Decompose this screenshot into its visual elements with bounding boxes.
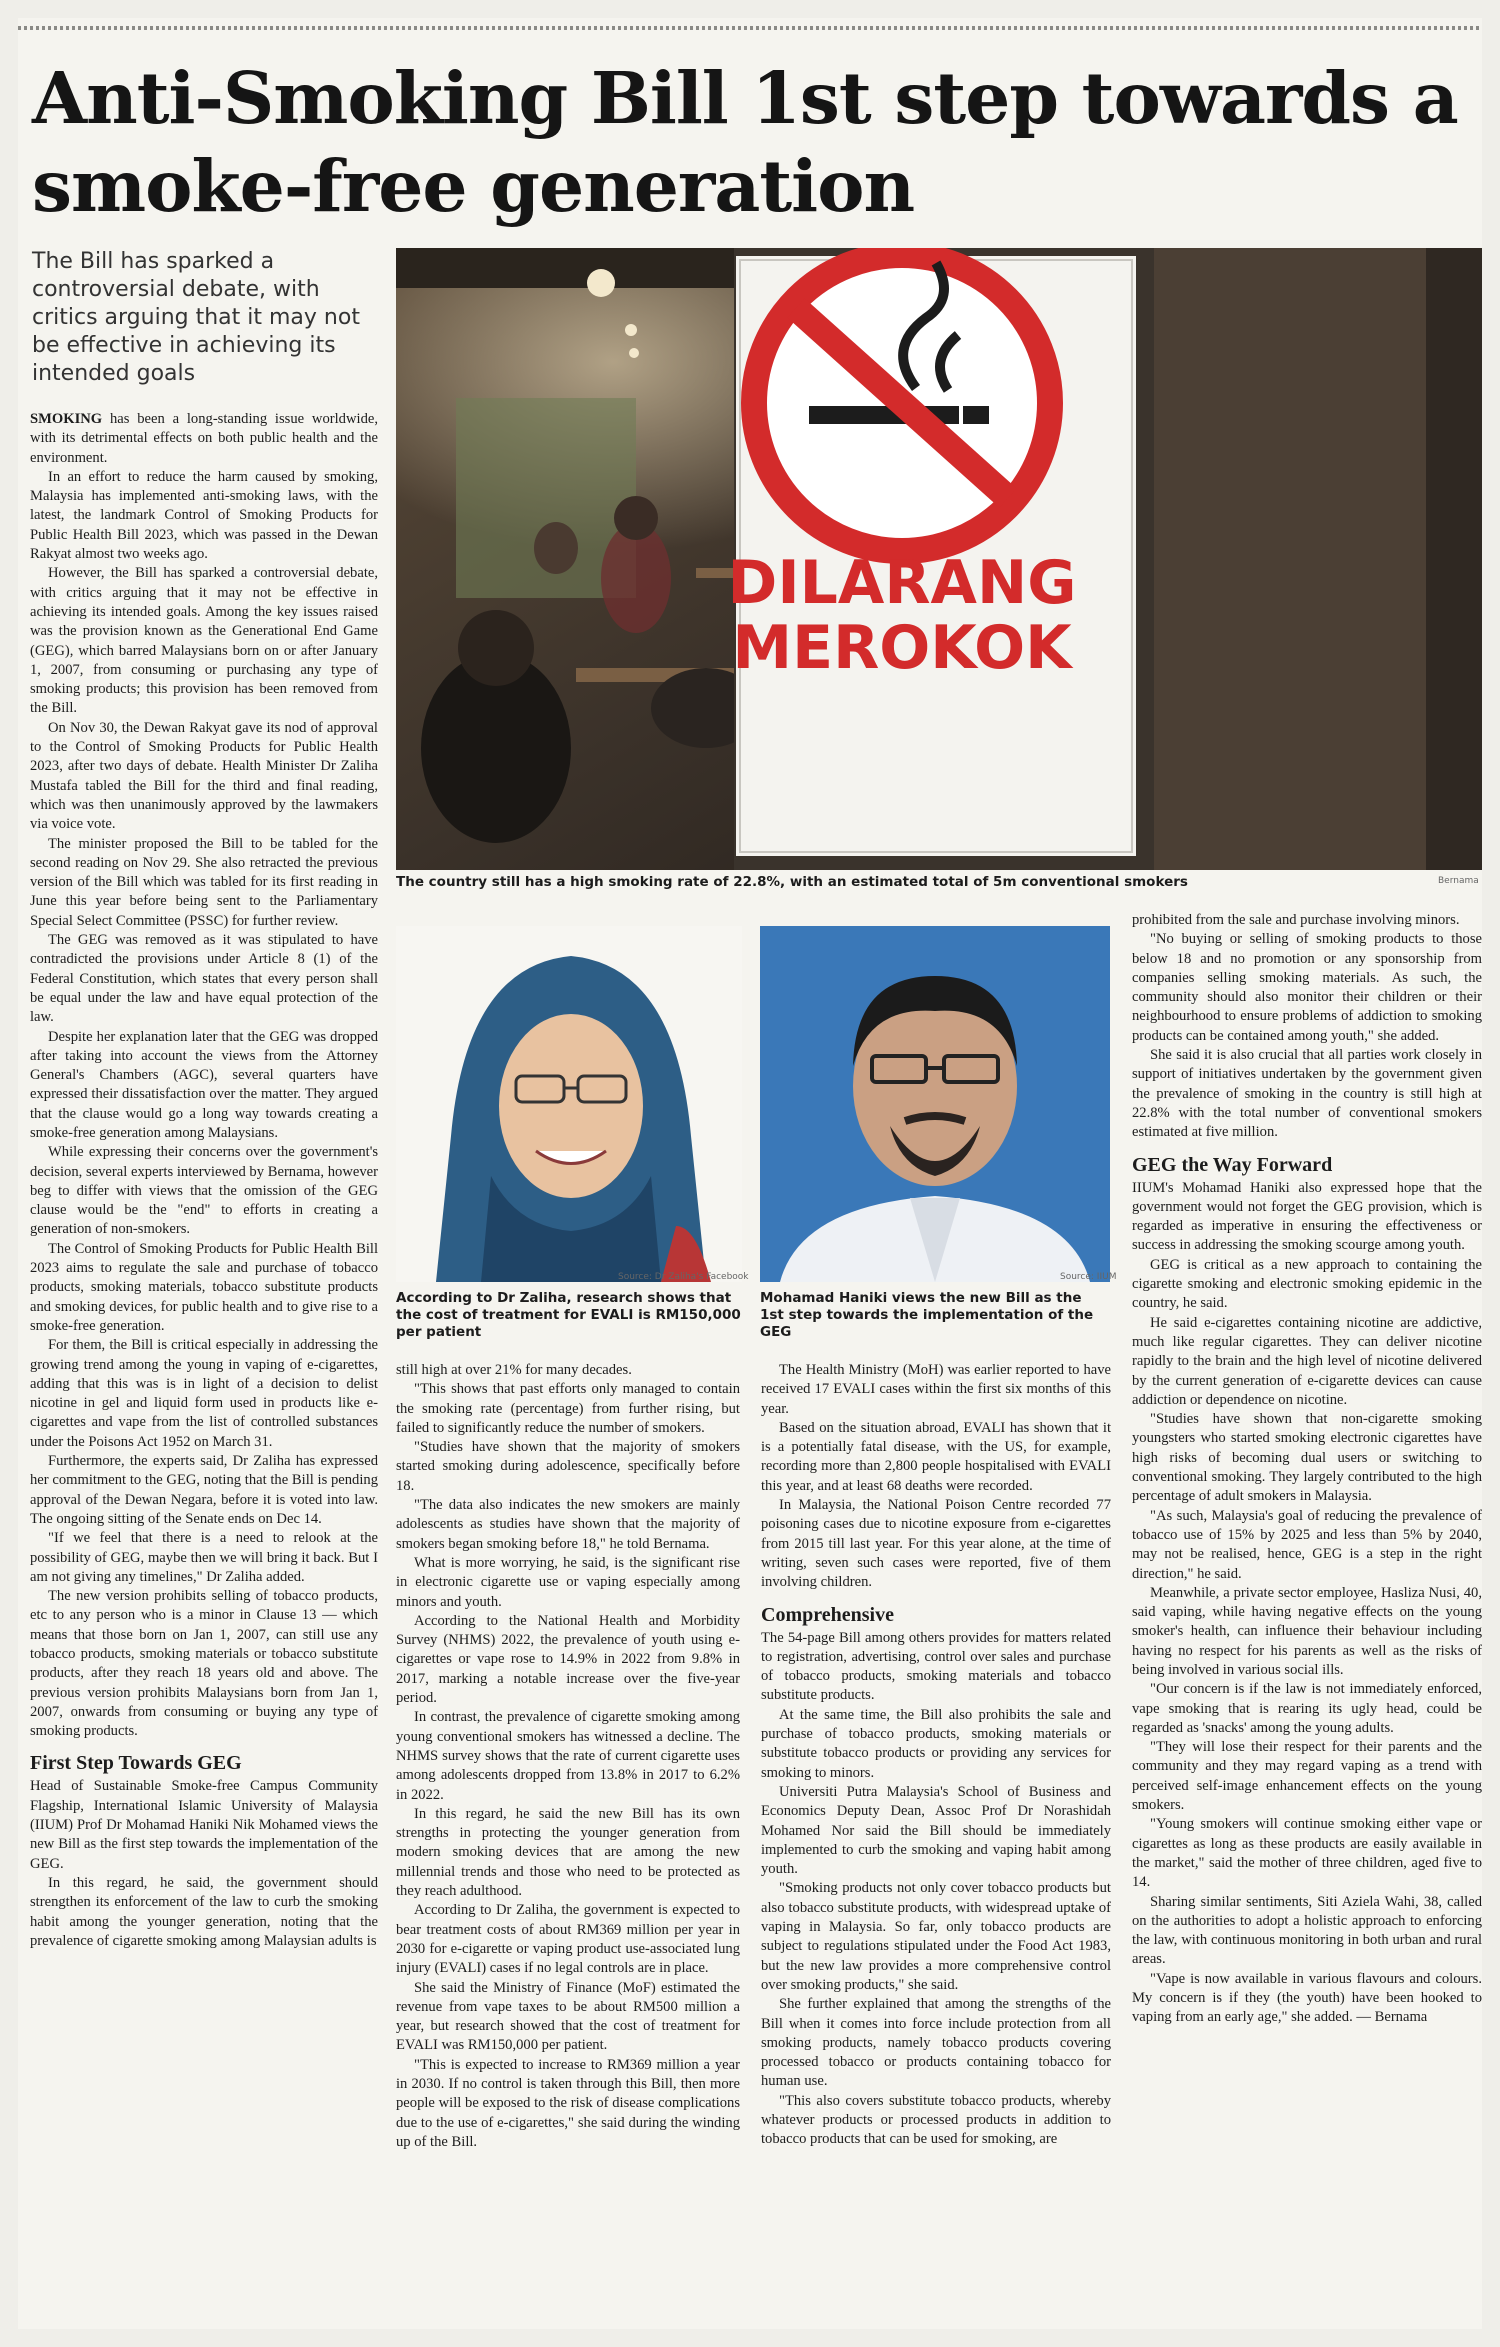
paragraph: The 54-page Bill among others provides for matters related to registration, advertising, control over sales and purchase of tobacco products, smoking materials and tobacco substitute products.	[761, 1629, 1111, 1704]
paragraph: According to the National Health and Morbidity Survey (NHMS) 2022, the prevalence of youth using e-cigarettes or vape rose to 14.9% in 2022 from 9.8% in 2017, marking a notable increase over the five-year period.	[396, 1612, 740, 1707]
paragraph: "This also covers substitute tobacco products, whereby whatever products or processed products in addition to tobacco products that can be used for smoking, are	[761, 2092, 1111, 2148]
paragraph: still high at over 21% for many decades.	[396, 1362, 632, 1378]
paragraph: Universiti Putra Malaysia's School of Business and Economics Deputy Dean, Assoc Prof Dr Norashidah Mohamed Nor said the Bill should be immediately implemented to curb the smoking and vaping habit among youth.	[761, 1783, 1111, 1878]
paragraph: Despite her explanation later that the GEG was dropped after taking into account the views from the Attorney General's Chambers (AGC), several quarters have expressed their dissatisfaction over the matter. They argued that the clause would go a long way towards creating a smoke-free generation among Malaysians.	[30, 1028, 378, 1141]
paragraph: "Smoking products not only cover tobacco products but also tobacco substitute products, with widespread uptake of vaping in Malaysia. So far, only tobacco products are subject to regulations stipulated under the Food Act 1983, but the new law provides a more comprehensive control over smoking products," she said.	[761, 1880, 1111, 1993]
subhead-geg-forward: GEG the Way Forward	[1132, 1153, 1333, 1176]
main-photo-caption: The country still has a high smoking rate of 22.8%, with an estimated total of 5m conventional smokers	[396, 874, 1188, 890]
paragraph: According to Dr Zaliha, the government is expected to bear treatment costs of about RM369 million per year in 2030 for e-cigarette or vaping product use-associated lung injury (EVALI) cases if no legal controls are in place.	[396, 1902, 740, 1977]
top-rule	[18, 26, 1482, 30]
paragraph: He said e-cigarettes containing nicotine are addictive, much like regular cigarettes. They can deliver nicotine rapidly to the brain and the high level of nicotine delivered by the current generation of e-cigarette devices can cause addiction or dependence on nicotine.	[1132, 1314, 1482, 1408]
lead-paragraph: SMOKING has been a long-standing issue worldwide, with its detrimental effects on both public health and the environment.	[30, 411, 378, 466]
paragraph: "No buying or selling of smoking products to those below 18 and no promotion or any sponsorship from companies selling smoking materials. As such, the community should also monitor their children or their neighbourhood to ensure problems of addiction to smoking products can be contained among youth," she added.	[1132, 931, 1482, 1044]
paragraph: In Malaysia, the National Poison Centre recorded 77 poisoning cases due to nicotine exposure from e-cigarettes from 2015 till last year. For this year alone, at the time of writing, seven such cases were reported, five of them involving children.	[761, 1497, 1111, 1591]
paragraph: For them, the Bill is critical especially in addressing the growing trend among the young in vaping of e-cigarettes, adding that this was is in light of a decision to delist nicotine in gel and liquid form used in products like e-cigarettes and vape from the list of controlled substances under the Poisons Act 1952 on March 31.	[30, 1337, 378, 1450]
paragraph: Sharing similar sentiments, Siti Aziela Wahi, 38, called on the authorities to adopt a holistic approach to enforcing the law, with continuous monitoring in both urban and rural areas.	[1132, 1893, 1482, 1968]
lead-word: SMOKING	[30, 411, 103, 427]
column-4	[1132, 911, 1482, 2028]
paragraph: "They will lose their respect for their parents and the community and they may regard vaping as a trend with perceived self-image enhancement effects on the young smokers.	[1132, 1739, 1482, 1814]
paragraph: prohibited from the sale and purchase involving minors.	[1132, 912, 1460, 928]
sign-text-dilarang: DILARANG	[727, 548, 1077, 618]
haniki-photo-credit: Source: IIUM	[1060, 1272, 1117, 1282]
paragraph: "This is expected to increase to RM369 million a year in 2030. If no control is taken through this Bill, then more people will be exposed to the risk of disease complications due to the use of e-cigarettes," she said during the winding up of the Bill.	[396, 2056, 740, 2150]
paragraph: "Our concern is if the law is not immediately enforced, vape smoking that is rearing its ugly head, could be regarded as 'snacks' among the young adults.	[1132, 1681, 1482, 1736]
paragraph: Furthermore, the experts said, Dr Zaliha has expressed her commitment to the GEG, noting that the Bill is pending approval of the Dewan Negara, before it is voted into law. The ongoing sitting of the Senate ends on Dec 14.	[30, 1453, 378, 1527]
paragraph: Based on the situation abroad, EVALI has shown that it is a potentially fatal disease, with the US, for example, recording more than 2,800 people hospitalised with EVALI this year, and at least 68 deaths were recorded.	[761, 1419, 1111, 1494]
paragraph: In this regard, he said the new Bill has its own strengths in protecting the younger generation from modern smoking devices that are among the new millennial trends and those who need to be protected as they reach adulthood.	[396, 1805, 740, 1900]
paragraph: The minister proposed the Bill to be tabled for the second reading on Nov 29. She also retracted the previous version of the Bill which was tabled for its first reading in June this year before being sent to the Parliamentary Special Select Committee (PSSC) for further review.	[30, 835, 378, 929]
paragraph: The GEG was removed as it was stipulated to have contradicted the provisions under Article 8 (1) of the Federal Constitution, which states that every person shall be equal under the law and have equal protection of the law.	[30, 932, 378, 1026]
paragraph: "This shows that past efforts only managed to contain the smoking rate (percentage) from further rising, but failed to significantly reduce the number of smokers.	[396, 1381, 740, 1436]
paragraph: "The data also indicates the new smokers are mainly adolescents as studies have shown that the majority of smokers began smoking before 18," he told Bernama.	[396, 1497, 740, 1552]
sign-text-merokok: MEROKOK	[732, 613, 1072, 683]
paragraph: "Young smokers will continue smoking either vape or cigarettes as long as these products are easily available in the market," said the mother of three children, aged five to 14.	[1132, 1816, 1482, 1891]
paragraph: In contrast, the prevalence of cigarette smoking among young conventional smokers has witnessed a decline. The NHMS survey shows that the rate of current cigarette uses among adolescents dropped from 13.8% in 2017 to 6.2% in 2022.	[396, 1709, 740, 1803]
zaliha-photo	[396, 926, 742, 1282]
haniki-photo	[760, 926, 1110, 1282]
paragraph: In this regard, he said, the government should strengthen its enforcement of the law to curb the smoking habit among the younger generation, noting that the prevalence of cigarette smoking among Malaysian adults is	[30, 1874, 378, 1949]
paragraph: She further explained that among the strengths of the Bill when it comes into force include protection from all smoking products, namely tobacco products covering processed tobacco or products containing tobacco for human use.	[761, 1996, 1111, 2090]
headline: Anti-Smoking Bill 1st step towards a smoke-free generation	[32, 56, 1458, 228]
paragraph: She said the Ministry of Finance (MoF) estimated the revenue from vape taxes to be about RM500 million a year, but research showed that the cost of treatment for EVALI was RM150,000 per patient.	[396, 1979, 740, 2054]
paragraph: IIUM's Mohamad Haniki also expressed hope that the government would not forget the GEG provision, which is regarded as imperative in ensuring the effectiveness or success in addressing the smoking scourge among youth.	[1132, 1179, 1482, 1254]
paragraph: On Nov 30, the Dewan Rakyat gave its nod of approval to the Control of Smoking Products for Public Health 2023, after two days of debate. Health Minister Dr Zaliha Mustafa tabled the Bill for the third and final reading, which was then unanimously approved by the lawmakers via voice vote.	[30, 719, 378, 833]
paragraph: However, the Bill has sparked a controversial debate, with critics arguing that it may not be effective in achieving its intended goals. Among the key issues raised was the provision known as the Generational End Game (GEG), which barred Malaysians born on or after January 1, 2007, from consuming or purchasing any type of smoking products; this provision has been removed from the Bill.	[30, 565, 378, 717]
paragraph: GEG is critical as a new approach to containing the cigarette smoking and electronic smoking epidemic in the country, he said.	[1132, 1256, 1482, 1312]
paragraph: The new version prohibits selling of tobacco products, etc to any person who is a minor in Clause 13 — which means that those born on Jan 1, 2007, can still use any tobacco products, smoking materials or tobacco substitute products, after they reach 18 years old and above. The previous version prohibits Malaysians born from Jan 1, 2007, onwards from consuming or buying any type of smoking products.	[30, 1588, 378, 1740]
newspaper-page	[18, 18, 1482, 2329]
paragraph: In an effort to reduce the harm caused by smoking, Malaysia has implemented anti-smoking laws, with the latest, the landmark Control of Smoking Products for Public Health Bill 2023, which was passed in the Dewan Rakyat almost two weeks ago.	[30, 468, 378, 563]
paragraph: At the same time, the Bill also prohibits the sale and purchase of tobacco products, smoking materials or substitute tobacco products or providing any services for smoking to minors.	[761, 1706, 1111, 1781]
paragraph: "As such, Malaysia's goal of reducing the prevalence of tobacco use of 15% by 2025 and less than 5% by 2040, may not be realised, hence, GEG is a step in the right direction," he said.	[1132, 1507, 1482, 1582]
paragraph: She said it is also crucial that all parties work closely in support of initiatives undertaken by the government given the prevalence of smoking in the country is still high at 22.8% with the total number of conventional smokers estimated at five million.	[1132, 1047, 1482, 1141]
paragraph: The Control of Smoking Products for Public Health Bill 2023 aims to regulate the sale and purchase of tobacco products, smoking materials, tobacco substitute products and smoking devices, for public health and to give rise to a smoke-free generation.	[30, 1240, 378, 1334]
column-2	[396, 1361, 740, 2152]
column-1	[30, 410, 378, 1951]
zaliha-photo-credit: Source: Dr Zaliha's Facebook	[618, 1272, 749, 1282]
haniki-photo-caption: Mohamad Haniki views the new Bill as the 1st step towards the implementation of the GEG	[760, 1290, 1094, 1340]
paragraph: The Health Ministry (MoH) was earlier reported to have received 17 EVALI cases within the first six months of this year.	[761, 1362, 1111, 1417]
paragraph: "If we feel that there is a need to relook at the possibility of GEG, maybe then we will bring it back. But I am not giving any timelines," Dr Zaliha added.	[30, 1530, 378, 1585]
paragraph: Head of Sustainable Smoke-free Campus Community Flagship, International Islamic University of Malaysia (IIUM) Prof Dr Mohamad Haniki Nik Mohamed views the new Bill as the first step towards the implementation of the GEG.	[30, 1778, 378, 1872]
subhead-comprehensive: Comprehensive	[761, 1603, 894, 1626]
paragraph: "Studies have shown that the majority of smokers started smoking during adolescence, specifically before 18.	[396, 1439, 740, 1494]
zaliha-photo-caption: According to Dr Zaliha, research shows that the cost of treatment for EVALI is RM150,000 per patient	[396, 1290, 741, 1340]
paragraph: What is more worrying, he said, is the significant rise in electronic cigarette use or vaping especially among minors and youth.	[396, 1554, 740, 1610]
column-3	[761, 1361, 1111, 2150]
paragraph: "Vape is now available in various flavours and colours. My concern is if they (the youth) have been hooked to vaping from an early age," she added. — Bernama	[1132, 1970, 1482, 2026]
paragraph: Meanwhile, a private sector employee, Hasliza Nusi, 40, said vaping, while having negative effects on the young smoker's health, can influence their behaviour including having no respect for his parents as well as the risks of being involved in various social ills.	[1132, 1584, 1482, 1678]
main-photo-credit: Bernama	[1438, 876, 1479, 886]
paragraph: While expressing their concerns over the government's decision, several experts interviewed by Bernama, however beg to differ with views that the omission of the GEG clause would be the "end" to efforts in creating a generation of non-smokers.	[30, 1144, 378, 1238]
subhead-first-step: First Step Towards GEG	[30, 1752, 242, 1775]
deck-subhead: The Bill has sparked a controversial debate, with critics arguing that it may not be effective in achieving its intended goals	[32, 249, 360, 386]
paragraph: "Studies have shown that non-cigarette smoking youngsters who started smoking electronic cigarettes have high risks of becoming dual users or switching to conventional smoking. They largely contributed to the high percentage of adult smokers in Malaysia.	[1132, 1411, 1482, 1505]
main-photo	[396, 248, 1482, 870]
